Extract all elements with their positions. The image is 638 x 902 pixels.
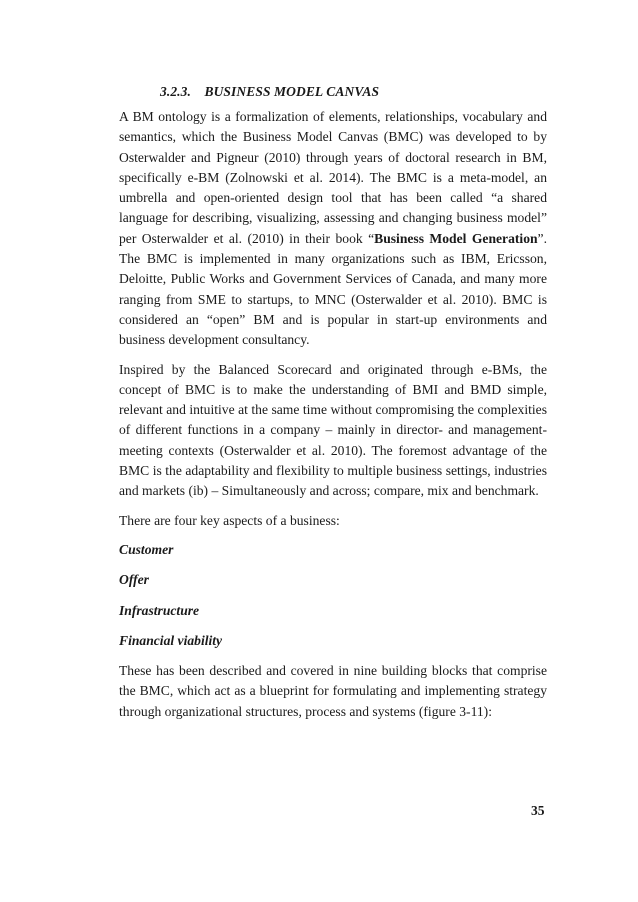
paragraph-key-aspects-intro: There are four key aspects of a business: xyxy=(119,512,340,528)
aspect-customer: Customer xyxy=(119,541,174,557)
aspect-offer: Offer xyxy=(119,572,149,588)
body-text xyxy=(119,107,547,731)
aspect-financial-viability: Financial viability xyxy=(119,632,223,648)
aspect-infrastructure: Infrastructure xyxy=(119,602,200,618)
paragraph-bmc-intro xyxy=(119,107,547,351)
page-number: 35 xyxy=(531,803,545,818)
paragraph-bmc-concept: Inspired by the Balanced Scorecard and originated through e-BMs, the concept of BMC is to make the understanding of BMI and BMD simple, relevant and intuitive at the same time without compromising the complexities of different functions in a company – mainly in director- and management-meeting contexts (Osterwalder et al. 2010). The foremost advantage of the BMC is the adaptability and flexibility to multiple business settings, industries and markets (ib) – Simultaneously and across; compare, mix and benchmark. xyxy=(119,361,547,499)
book-title: Business Model Generation xyxy=(374,230,538,246)
section-title: BUSINESS MODEL CANVAS xyxy=(204,84,380,99)
paragraph-bmc-intro-part2: ”. The BMC is implemented in many organizations such as IBM, Ericsson, Deloitte, Public Works and Government Services of Canada, and many more ranging from SME to startups, to MNC (Osterwalder et al. 2010). BMC is considered an “open” BM and is popular in start-up environments and business development consultancy. xyxy=(119,230,547,348)
paragraph-building-blocks: These has been described and covered in nine building blocks that comprise the BMC, which act as a blueprint for formulating and implementing strategy through organizational structures, process and systems (figure 3-11): xyxy=(119,663,547,719)
section-number: 3.2.3. xyxy=(160,84,191,99)
paragraph-bmc-intro-part1: A BM ontology is a formalization of elements, relationships, vocabulary and semantics, which the Business Model Canvas (BMC) was developed to by Osterwalder and Pigneur (2010) through years of doctoral research in BM, specifically e-BM (Zolnowski et al. 2014). The BMC is a meta-model, an umbrella and open-oriented design tool that has been called “a shared language for describing, visualizing, assessing and changing business model” per Osterwalder et al. (2010) in their book “ xyxy=(119,109,547,246)
section-heading xyxy=(160,84,379,100)
